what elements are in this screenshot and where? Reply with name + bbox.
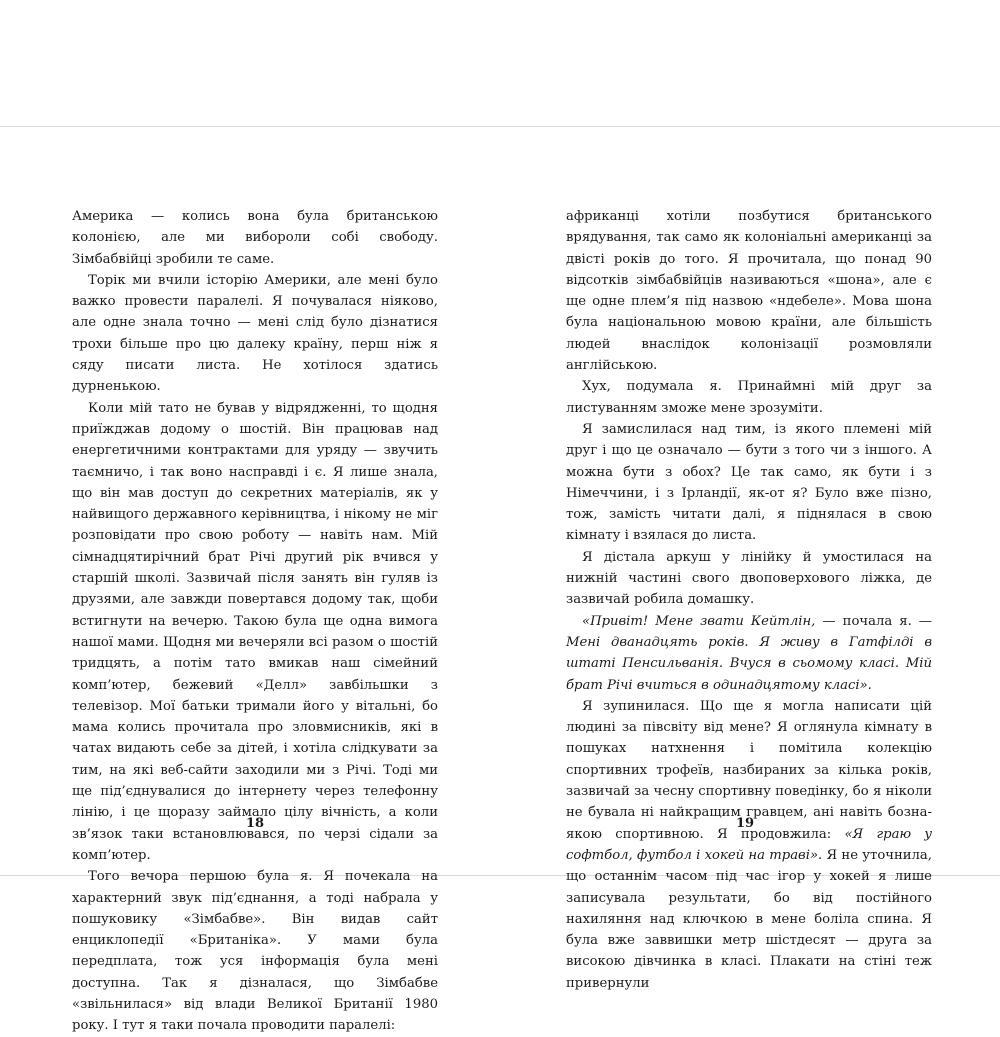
narration-text: Я не уточнила, що останнім часом під час ігор у хокей я лише записувала результати, бо від постійного нахиляння над ключкою в мене боліла спина. Я була вже заввишки метр шістдесят — друга за високою дівчинка в класі. Плакати на стіні теж привернули bbox=[566, 847, 932, 991]
page-number-left: 18 bbox=[245, 816, 265, 831]
paragraph: Я дістала аркуш у лінійку й умостилася на нижній частині свого двоповерхового ліжка, де зазвичай робила домашку. bbox=[566, 549, 932, 608]
letter-text: Мені дванадцять років. Я живу в Гатфілді в штаті Пенсильванія. Вчуся в сьомому класі. Мій брат Річі вчиться в одинадцятому класі». bbox=[566, 634, 932, 693]
paragraph: африканці хотіли позбутися британського врядування, так само як колоніальні американці за двісті років до того. Я прочитала, що понад 90 відсотків зімбабвійців називаються «шона», але є ще одне плем’я під назвою «ндебеле». Мова шона була національною мовою країни, але більшість людей внаслідок колонізації розмовляли англійською. bbox=[566, 209, 932, 374]
paragraph bbox=[566, 696, 932, 994]
narration-text: Я зупинилася. Що ще я могла написати цій людині за півсвіту від мене? Я оглянула кімнату в пошуках натхнення і помітила колекцію спортивних трофеїв, назбираних за кілька років, зазвичай за чесну спортивну поведінку, бо я ніколи не бувала ні найкращим гравцем, ані навіть бозна-якою спортивною. Я продовжила: bbox=[566, 698, 932, 842]
paragraph: Торік ми вчили історію Америки, але мені було важко провести паралелі. Я почувалася ніяково, але одне знала точно — мені слід було дізнатися трохи більше про цю далеку країну, перш ніж я сяду писати листа. Не хотілося здатись дурненькою. bbox=[72, 272, 438, 395]
paragraph: Коли мій тато не бував у відрядженні, то щодня приїжджав додому о шостій. Він працював над енергетичними контрактами для уряду — звучить таємничо, і так воно насправді і є. Я лише знала, що він мав доступ до секретних матеріалів, як у найвищого державного керівництва, і нікому не міг розповідати про свою роботу — навіть нам. Мій сімнадцятирічний брат Річі другий рік вчився у старшій школі. Зазвичай після занять він гуляв із друзями, але завжди повертався додому так, щоби встигнути на вечерю. Такою була ще одна вимога нашої мами. Щодня ми вечеряли всі разом о шостій тридцять, а потім тато вмикав наш сімейний комп’ютер, бежевий «Делл» завбільшки з телевізор. Мої батьки тримали його у вітальні, бо мама колись прочитала про зловмисників, які в чатах видають себе за дітей, і хотіла слідкувати за тим, на які веб-сайти заходили ми з Річі. Тоді ми ще під’єднувалися до інтернету через телефонну лінію, і це щоразу займало цілу вічність, а коли зв’язок таки встановлювався, по черзі сідали за комп’ютер. bbox=[72, 400, 438, 863]
paragraph: Хух, подумала я. Принаймні мій друг за листуванням зможе мене зрозуміти. bbox=[566, 379, 932, 416]
paragraph: Того вечора першою була я. Я почекала на характерний звук під’єднання, а тоді набрала у пошуковику «Зімбабве». Він видав сайт енциклопедії «Британіка». У мами була передплата, тож уся інформація була мені доступна. Так я дізналася, що Зімбабве «звільнилася» від влади Великої Британії 1980 року. І тут я таки почала проводити паралелі: bbox=[72, 869, 438, 1034]
paragraph bbox=[566, 611, 932, 696]
page-number-right: 19 bbox=[735, 816, 755, 831]
paragraph: Америка — колись вона була британською колонією, але ми вибороли собі свободу. Зімбабвійці зробили те саме. bbox=[72, 209, 438, 267]
letter-text: «Привіт! Мене звати Кейтлін, bbox=[582, 613, 816, 629]
letter-text: «Я граю у софтбол, футбол і хокей на траві». bbox=[566, 826, 932, 863]
left-page-text bbox=[72, 206, 438, 1037]
paragraph: Я замислилася над тим, із якого племені мій друг і що це означало — бути з того чи з іншого. А можна бути з обох? Це так само, як бути і з Німеччини, і з Ірландії, як-от я? Було вже пізно, тож, замість читати далі, я піднялася в свою кімнату і взялася до листа. bbox=[566, 421, 932, 544]
narration-text: — почала я. — bbox=[815, 613, 932, 629]
right-page-text bbox=[566, 206, 932, 994]
